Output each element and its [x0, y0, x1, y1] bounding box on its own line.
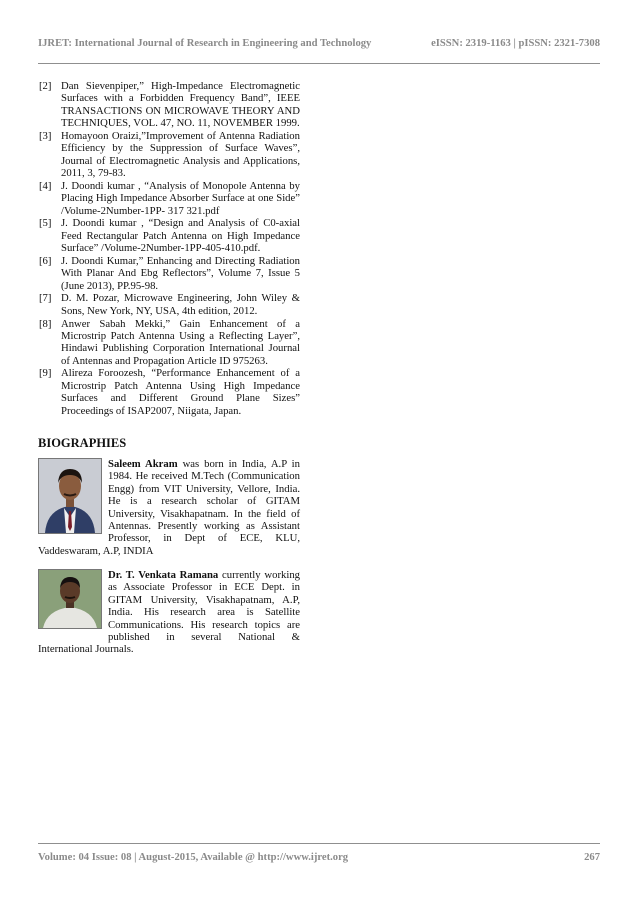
reference-item [38, 367, 300, 417]
biography-entry [38, 569, 300, 656]
reference-number: [9] [39, 367, 52, 380]
reference-number: [7] [39, 292, 52, 305]
reference-item [38, 180, 300, 217]
biographies-heading: BIOGRAPHIES [38, 436, 127, 450]
volume-info: Volume: 04 Issue: 08 | August-2015, Available @ http://www.ijret.org [38, 852, 349, 863]
author-name: Dr. T. Venkata Ramana [108, 569, 219, 581]
reference-text: J. Doondi kumar , “Design and Analysis of C0-axial Feed Rectangular Patch Antenna on High Impedance Surface” /Volume-2Number-1PP-405-410.pdf. [61, 217, 300, 255]
reference-item [38, 217, 300, 254]
reference-list [38, 80, 300, 417]
reference-text: J. Doondi kumar , “Analysis of Monopole Antenna by Placing High Impedance Absorber Surface at one Side” /Volume-2Number-1PP- 317 321.pdf [61, 179, 300, 217]
header-rule [38, 63, 600, 64]
footer-rule [38, 843, 600, 844]
reference-number: [2] [39, 80, 52, 92]
reference-item [38, 80, 300, 130]
reference-item [38, 255, 300, 292]
reference-text: Anwer Sabah Mekki,” Gain Enhancement of a Microstrip Patch Antenna Using a Reflecting Layer”, Hindawi Publishing Corporation International Journal of Antennas and Propagation Article ID 975263. [61, 317, 300, 367]
reference-number: [6] [39, 254, 52, 267]
reference-item [38, 318, 300, 368]
reference-number: [4] [39, 179, 52, 192]
reference-text: Homayoon Oraizi,”Improvement of Antenna Radiation Efficiency by the Suppression of Surface Waves”, Journal of Electromagnetic Analysis and Applications, 2011, 3, 79-83. [61, 129, 300, 180]
reference-text: Alireza Foroozesh, “Performance Enhancement of a Microstrip Patch Antenna Using High Impedance Surfaces and Different Ground Plane Sizes” Proceedings of ISAP2007, Niigata, Japan. [61, 367, 300, 417]
reference-number: [5] [39, 217, 52, 230]
reference-item [38, 292, 300, 317]
reference-text: Dan Sievenpiper,” High-Impedance Electromagnetic Surfaces with a Forbidden Frequency Band”, IEEE TRANSACTIONS ON MICROWAVE THEORY AND TECHNIQUES, VOL. 47, NO. 11, NOVEMBER 1999. [61, 80, 300, 130]
issn-numbers: eISSN: 2319-1163 | pISSN: 2321-7308 [431, 38, 600, 49]
biography-text: currently working as Associate Professor in ECE Dept. in GITAM University, Visakhapatnam, A.P, India. His research area is Satellite Communications. His research topics are published in several National & International Journals. [38, 569, 301, 656]
author-photo [38, 458, 102, 534]
journal-title: IJRET: International Journal of Research in Engineering and Technology [38, 38, 372, 49]
reference-number: [3] [39, 129, 52, 142]
page-number: 267 [584, 852, 600, 863]
reference-text: D. M. Pozar, Microwave Engineering, John Wiley & Sons, New York, NY, USA, 4th edition, 2012. [61, 292, 300, 317]
biography-entry [38, 458, 300, 557]
biography-text: was born in India, A.P in 1984. He received M.Tech (Communication Engg) from VIT University, Vellore, India. He is a research scholar of GITAM University, Visakhapatnam. In the field of Antennas. Presently working as Assistant Professor, in Dept of ECE, KLU, Vaddeswaram, A.P, INDIA [38, 458, 300, 557]
author-name: Saleem Akram [108, 458, 178, 470]
reference-text: J. Doondi Kumar,” Enhancing and Directing Radiation With Planar And Ebg Reflectors”, Volume 7, Issue 5 (June 2013), PP.95-98. [61, 254, 300, 292]
author-photo [38, 569, 102, 629]
reference-item [38, 130, 300, 180]
reference-number: [8] [39, 317, 52, 330]
